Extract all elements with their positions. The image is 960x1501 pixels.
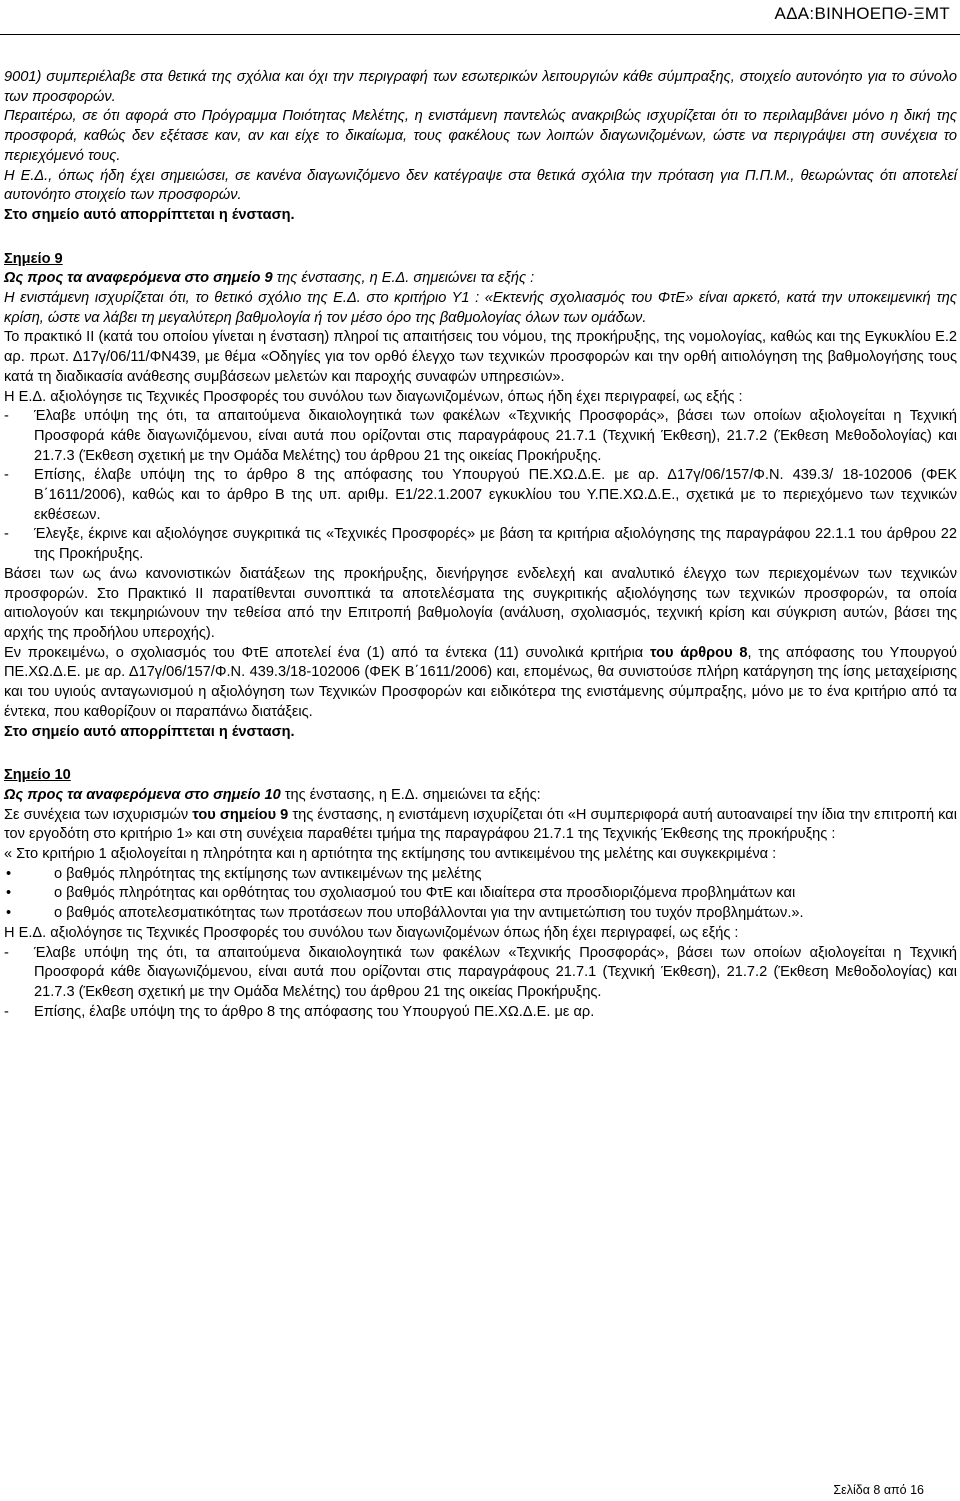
paragraph: 9001) συμπεριέλαβε στα θετικά της σχόλια και όχι την περιγραφή των εσωτερικών λειτουργιών κάθε σύμπραξης, στοιχείο αυτονόητο για το σύνολο των προσφορών. xyxy=(4,69,957,105)
header-rule xyxy=(0,34,960,35)
paragraph: Βάσει των ως άνω κανονιστικών διατάξεων της προκήρυξης, διενήργησε ενδελεχή και αναλυτικό έλεγχο των περιεχομένων των τεχνικών προσφορών. Στο Πρακτικό ΙΙ παρατίθενται συνοπτικά τα αποτελέσματα της συγκριτικής αξιολόγησης των τεχνικών προσφορών, τα οποία αιτιολογούν και τεκμηριώνουν την τεθείσα από την Επιτροπή βαθμολογία (ανάλυση, σχολιασμός, τεχνική κρίση και σύγκριση αυτών, βάσει της αρχής της προδήλου υπεροχής). xyxy=(4,565,957,641)
document-body xyxy=(4,68,957,1022)
paragraph: Η Ε.Δ., όπως ήδη έχει σημειώσει, σε κανένα διαγωνιζόμενο δεν κατέγραψε στα θετικά σχόλια την πρόταση για Π.Π.Μ., θεωρώντας ότι αποτελεί αυτονόητο στοιχείο των προσφορών. xyxy=(4,167,957,204)
paragraph: Περαιτέρω, σε ότι αφορά στο Πρόγραμμα Ποιότητας Μελέτης, η ενιστάμενη παντελώς ανακριβώς ισχυρίζεται ότι το περιλαμβάνει μόνο η δική της προσφορά, καθώς δεν εξέτασε καν, αν και είχε το δικαίωμα, τους φακέλους των λοιπών διαγωνιζομένων, ώστε να περιγράψει στη συνέχεια το περιεχόμενό τους. xyxy=(4,108,957,164)
paragraph: Το πρακτικό ΙΙ (κατά του οποίου γίνεται η ένσταση) πληροί τις απαιτήσεις του νόμου, της προκήρυξης, της νομολογίας, καθώς και της Εγκυκλίου Ε.2 αρ. πρωτ. Δ17γ/06/11/ΦΝ439, με θέμα «Οδηγίες για τον ορθό έλεγχο των τεχνικών προσφορών και την ορθή αιτιολόγηση της βαθμολογήσης τους κατά τη διαδικασία ανάθεσης συμβάσεων μελετών και παροχής συναφών υπηρεσιών». xyxy=(4,329,957,385)
section-title: Σημείο 9 xyxy=(4,250,63,267)
list-item: - Έλαβε υπόψη της ότι, τα απαιτούμενα δικαιολογητικά των φακέλων «Τεχνικής Προσφοράς», βάσει των οποίων αξιολογείται η Τεχνική Προσφορά κάθε διαγωνιζόμενου, είναι αυτά που ορίζονται στις παραγράφους 21.7.1 (Τεχνική Έκθεση), 21.7.2 (Έκθεση Μεθοδολογίας) και 21.7.3 (Έκθεση σχετική με την Ομάδα Μελέτης) του άρθρου 21 της οικείας Προκήρυξης. xyxy=(4,408,957,464)
list-item: - Έλεγξε, έκρινε και αξιολόγησε συγκριτικά τις «Τεχνικές Προσφορές» με βάση τα κριτήρια αξιολόγησης της παραγράφου 22.1.1 του άρθρου 22 της Προκήρυξης. xyxy=(4,526,957,563)
section-subtitle: Ως προς τα αναφερόμενα στο σημείο 10 της ένστασης, η Ε.Δ. σημειώνει τα εξής: xyxy=(4,786,541,803)
list-item: - Έλαβε υπόψη της ότι, τα απαιτούμενα δικαιολογητικά των φακέλων «Τεχνικής Προσφοράς», βάσει των οποίων αξιολογείται η Τεχνική Προσφορά κάθε διαγωνιζόμενου, είναι αυτά που ορίζονται στις παραγράφους 21.7.1 (Τεχνική Έκθεση), 21.7.2 (Έκθεση Μεθοδολογίας) και 21.7.3 (Έκθεση σχετική με την Ομάδα Μελέτης) του άρθρου 21 της οικείας Προκήρυξης. xyxy=(4,944,957,1000)
rejection-statement: Στο σημείο αυτό απορρίπτεται η ένσταση. xyxy=(4,723,295,740)
page-number: Σελίδα 8 από 16 xyxy=(833,1483,924,1497)
section-subtitle: Ως προς τα αναφερόμενα στο σημείο 9 της ένστασης, η Ε.Δ. σημειώνει τα εξής : xyxy=(4,270,535,287)
bullet-item: • ο βαθμός αποτελεσματικότητας των προτάσεων που υποβάλλονται για την αντιμετώπιση του τυχόν προβλημάτων.». xyxy=(6,905,804,922)
paragraph: Η ενιστάμενη ισχυρίζεται ότι, το θετικό σχόλιο της Ε.Δ. στο κριτήριο Υ1 : «Εκτενής σχολιασμός του ΦτΕ» είναι αρκετό, κατά την υποκειμενική της κρίση, ώστε να λάβει τη μεγαλύτερη βαθμολογία ή τον μέσο όρο της βαθμολογίας όλων των ομάδων. xyxy=(4,290,957,326)
paragraph: Σε συνέχεια των ισχυρισμών του σημείου 9 της ένστασης, η ενιστάμενη ισχυρίζεται ότι «Η συμπεριφορά αυτή αυτοαναιρεί την ίδια την επιτροπή και τον εργοδότη στο κριτήριο 1» και στη συνέχεια παραθέτει τμήμα της παραγράφου 21.7.1 της Τεχνικής Έκθεσης της προκήρυξης : xyxy=(4,806,957,843)
section-title: Σημείο 10 xyxy=(4,767,71,784)
list-item: - Επίσης, έλαβε υπόψη της το άρθρο 8 της απόφασης του Υπουργού ΠΕ.ΧΩ.Δ.Ε. με αρ. xyxy=(4,1003,595,1020)
list-item: - Επίσης, έλαβε υπόψη της το άρθρο 8 της απόφασης του Υπουργού ΠΕ.ΧΩ.Δ.Ε. με αρ. Δ17γ/06/157/Φ.Ν. 439.3/ 18-102006 (ΦΕΚ Β΄1611/2006), καθώς και το άρθρο Β της υπ. αριθμ. Ε1/22.1.2007 εγκυκλίου του Υ.ΠΕ.ΧΩ.Δ.Ε., σχετικά με το περιεχόμενο των τεχνικών εκθέσεων. xyxy=(4,467,957,523)
paragraph: « Στο κριτήριο 1 αξιολογείται η πληρότητα και η αρτιότητα της εκτίμησης του αντικειμένου της μελέτης και συγκεκριμένα : xyxy=(4,846,777,863)
bullet-item: • ο βαθμός πληρότητας της εκτίμησης των αντικειμένων της μελέτης xyxy=(6,865,482,882)
paragraph: Εν προκειμένω, ο σχολιασμός του ΦτΕ αποτελεί ένα (1) από τα έντεκα (11) συνολικά κριτήρια του άρθρου 8, της απόφασης του Υπουργού ΠΕ.ΧΩ.Δ.Ε. με αρ. Δ17γ/06/157/Φ.Ν. 439.3/18-102006 (ΦΕΚ Β΄1611/2006) και, επομένως, θα συνιστούσε πλήρη κατάργηση της ίσης μεταχείρισης και του υγιούς ανταγωνισμού η αξιολόγηση των Τεχνικών Προσφορών και ειδικότερα της ενιστάμενης σύμπραξης, μόνο με το ένα κριτήριο από τα έντεκα, που καθορίζουν οι παραπάνω διατάξεις. xyxy=(4,644,957,720)
paragraph: Η Ε.Δ. αξιολόγησε τις Τεχνικές Προσφορές του συνόλου των διαγωνιζομένων όπως ήδη έχει περιγραφεί, ως εξής : xyxy=(4,924,739,941)
paragraph: Η Ε.Δ. αξιολόγησε τις Τεχνικές Προσφορές του συνόλου των διαγωνιζομένων, όπως ήδη έχει περιγραφεί, ως εξής : xyxy=(4,388,743,405)
rejection-statement: Στο σημείο αυτό απορρίπτεται η ένσταση. xyxy=(4,206,295,223)
bullet-item: • ο βαθμός πληρότητας και ορθότητας του σχολιασμού του ΦτΕ και ιδιαίτερα στα προσδιοριζόμενα προβλημάτων και xyxy=(6,885,796,902)
document-code: ΑΔΑ:ΒΙΝΗΟΕΠΘ-ΞΜΤ xyxy=(774,4,950,23)
